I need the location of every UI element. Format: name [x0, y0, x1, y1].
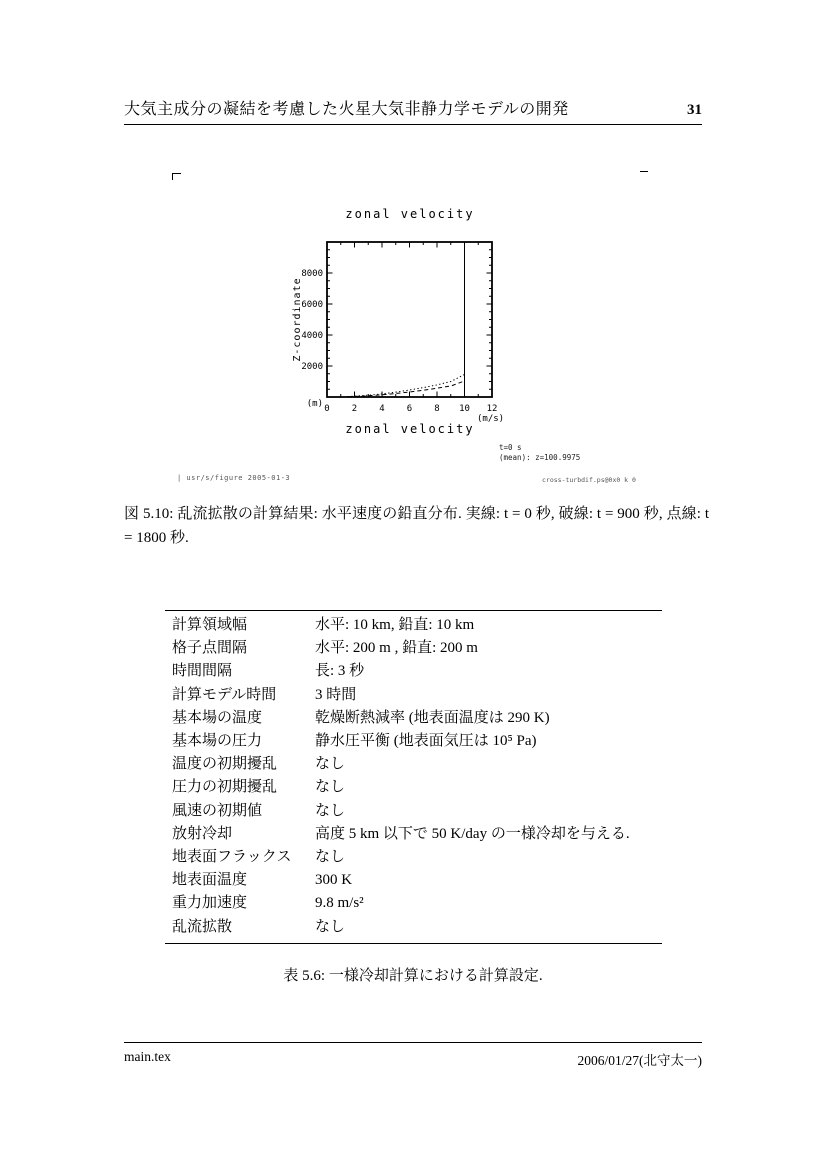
table-row-value: 高度 5 km 以下で 50 K/day の一様冷却を与える. — [315, 825, 630, 842]
table-row-value: 9.8 m/s² — [315, 895, 364, 912]
figure-corner-mark-icon — [172, 173, 181, 180]
svg-text:8: 8 — [434, 404, 440, 414]
zonal-velocity-plot — [300, 235, 520, 420]
table-row — [165, 730, 662, 753]
svg-text:4000: 4000 — [301, 331, 323, 341]
table-row-value: 長: 3 秒 — [315, 663, 365, 680]
running-head-title: 大気主成分の凝結を考慮した火星大気非静力学モデルの開発 — [124, 101, 569, 118]
table-row — [165, 660, 662, 683]
svg-text:12: 12 — [486, 404, 498, 414]
table-row — [165, 707, 662, 730]
table-row-value: 乾燥断熱減率 (地表面温度は 290 K) — [315, 709, 550, 726]
chart-y-axis-label: Z-coordinate — [292, 277, 303, 362]
table-row-value: なし — [315, 918, 346, 935]
table-row-label: 計算領域幅 — [172, 617, 248, 633]
chart-x-unit-label: (m/s) — [477, 414, 505, 424]
chart-annotation-line1: t=0 s — [499, 443, 522, 452]
table-row-label: 重力加速度 — [172, 895, 248, 912]
table-row-value: なし — [315, 756, 346, 773]
chart-y-unit-label: (m) — [306, 399, 323, 409]
page-number: 31 — [687, 102, 702, 118]
table-row-label: 放射冷却 — [172, 825, 233, 842]
svg-text:2000: 2000 — [301, 362, 323, 372]
table-row-value: 水平: 10 km, 鉛直: 10 km — [315, 617, 475, 633]
table-row — [165, 916, 662, 939]
table-row-label: 基本場の圧力 — [172, 733, 263, 750]
table-row-label: 計算モデル時間 — [172, 686, 277, 703]
chart-annotation — [499, 443, 580, 463]
table-row-value: なし — [315, 779, 346, 796]
table-row-label: 温度の初期擾乱 — [172, 756, 278, 773]
table-row-value: 水平: 200 m , 鉛直: 200 m — [315, 640, 478, 657]
table-row — [165, 753, 662, 776]
figure-footnote-left: | usr/s/figure 2005-01-3 — [177, 474, 291, 482]
table-row-label: 格子点間隔 — [172, 640, 248, 657]
table-row — [165, 614, 662, 637]
svg-text:2: 2 — [351, 404, 358, 414]
chart-title: zonal velocity — [345, 207, 475, 221]
series-dotted — [348, 375, 465, 397]
table-row-label: 乱流拡散 — [172, 918, 233, 935]
table-row — [165, 800, 662, 823]
table-row-value: なし — [315, 849, 346, 866]
svg-text:4: 4 — [379, 404, 385, 414]
table-row-value: 3 時間 — [315, 686, 357, 703]
page-footer — [124, 1042, 702, 1069]
svg-text:8000: 8000 — [301, 269, 323, 279]
svg-text:10: 10 — [459, 404, 470, 414]
table-row-label: 地表面フラックス — [172, 849, 292, 866]
settings-table — [165, 610, 662, 944]
table-row-label: 地表面温度 — [172, 872, 248, 889]
table-row-label: 風速の初期値 — [172, 802, 263, 819]
figure-corner-dash-icon — [640, 171, 648, 172]
svg-text:0: 0 — [324, 404, 330, 414]
table-row — [165, 776, 662, 799]
table-row-value: 静水圧平衡 (地表面気圧は 10⁵ Pa) — [315, 733, 537, 750]
table-row-label: 基本場の温度 — [172, 709, 263, 726]
table-caption: 表 5.6: 一様冷却計算における計算設定. — [283, 968, 543, 984]
svg-text:6: 6 — [406, 404, 413, 414]
table-row-label: 時間間隔 — [172, 663, 233, 680]
footer-filename: main.tex — [124, 1049, 171, 1064]
chart-annotation-line2: (mean): z=100.9975 — [499, 453, 581, 462]
table-row-value: 300 K — [315, 872, 353, 889]
page-header — [124, 96, 702, 125]
table-row — [165, 846, 662, 869]
table-row-label: 圧力の初期擾乱 — [172, 779, 278, 796]
table-row — [165, 869, 662, 892]
table-row — [165, 637, 662, 660]
svg-text:6000: 6000 — [301, 300, 323, 310]
table-row — [165, 684, 662, 707]
footer-date-author: 2006/01/27(北守太一) — [577, 1053, 702, 1068]
chart-x-axis-label: zonal velocity — [345, 422, 475, 436]
figure-caption: 図 5.10: 乱流拡散の計算結果: 水平速度の鉛直分布. 実線: t = 0 秒, 破線: t = 900 秒, 点線: t = 1800 秒. — [124, 506, 709, 546]
figure-footnote-center: cross-turbdif.ps@0x0 k 0 — [542, 476, 636, 484]
series-dashed — [348, 381, 465, 397]
table-row — [165, 823, 662, 846]
table-row-value: なし — [315, 802, 346, 819]
table-row — [165, 892, 662, 915]
